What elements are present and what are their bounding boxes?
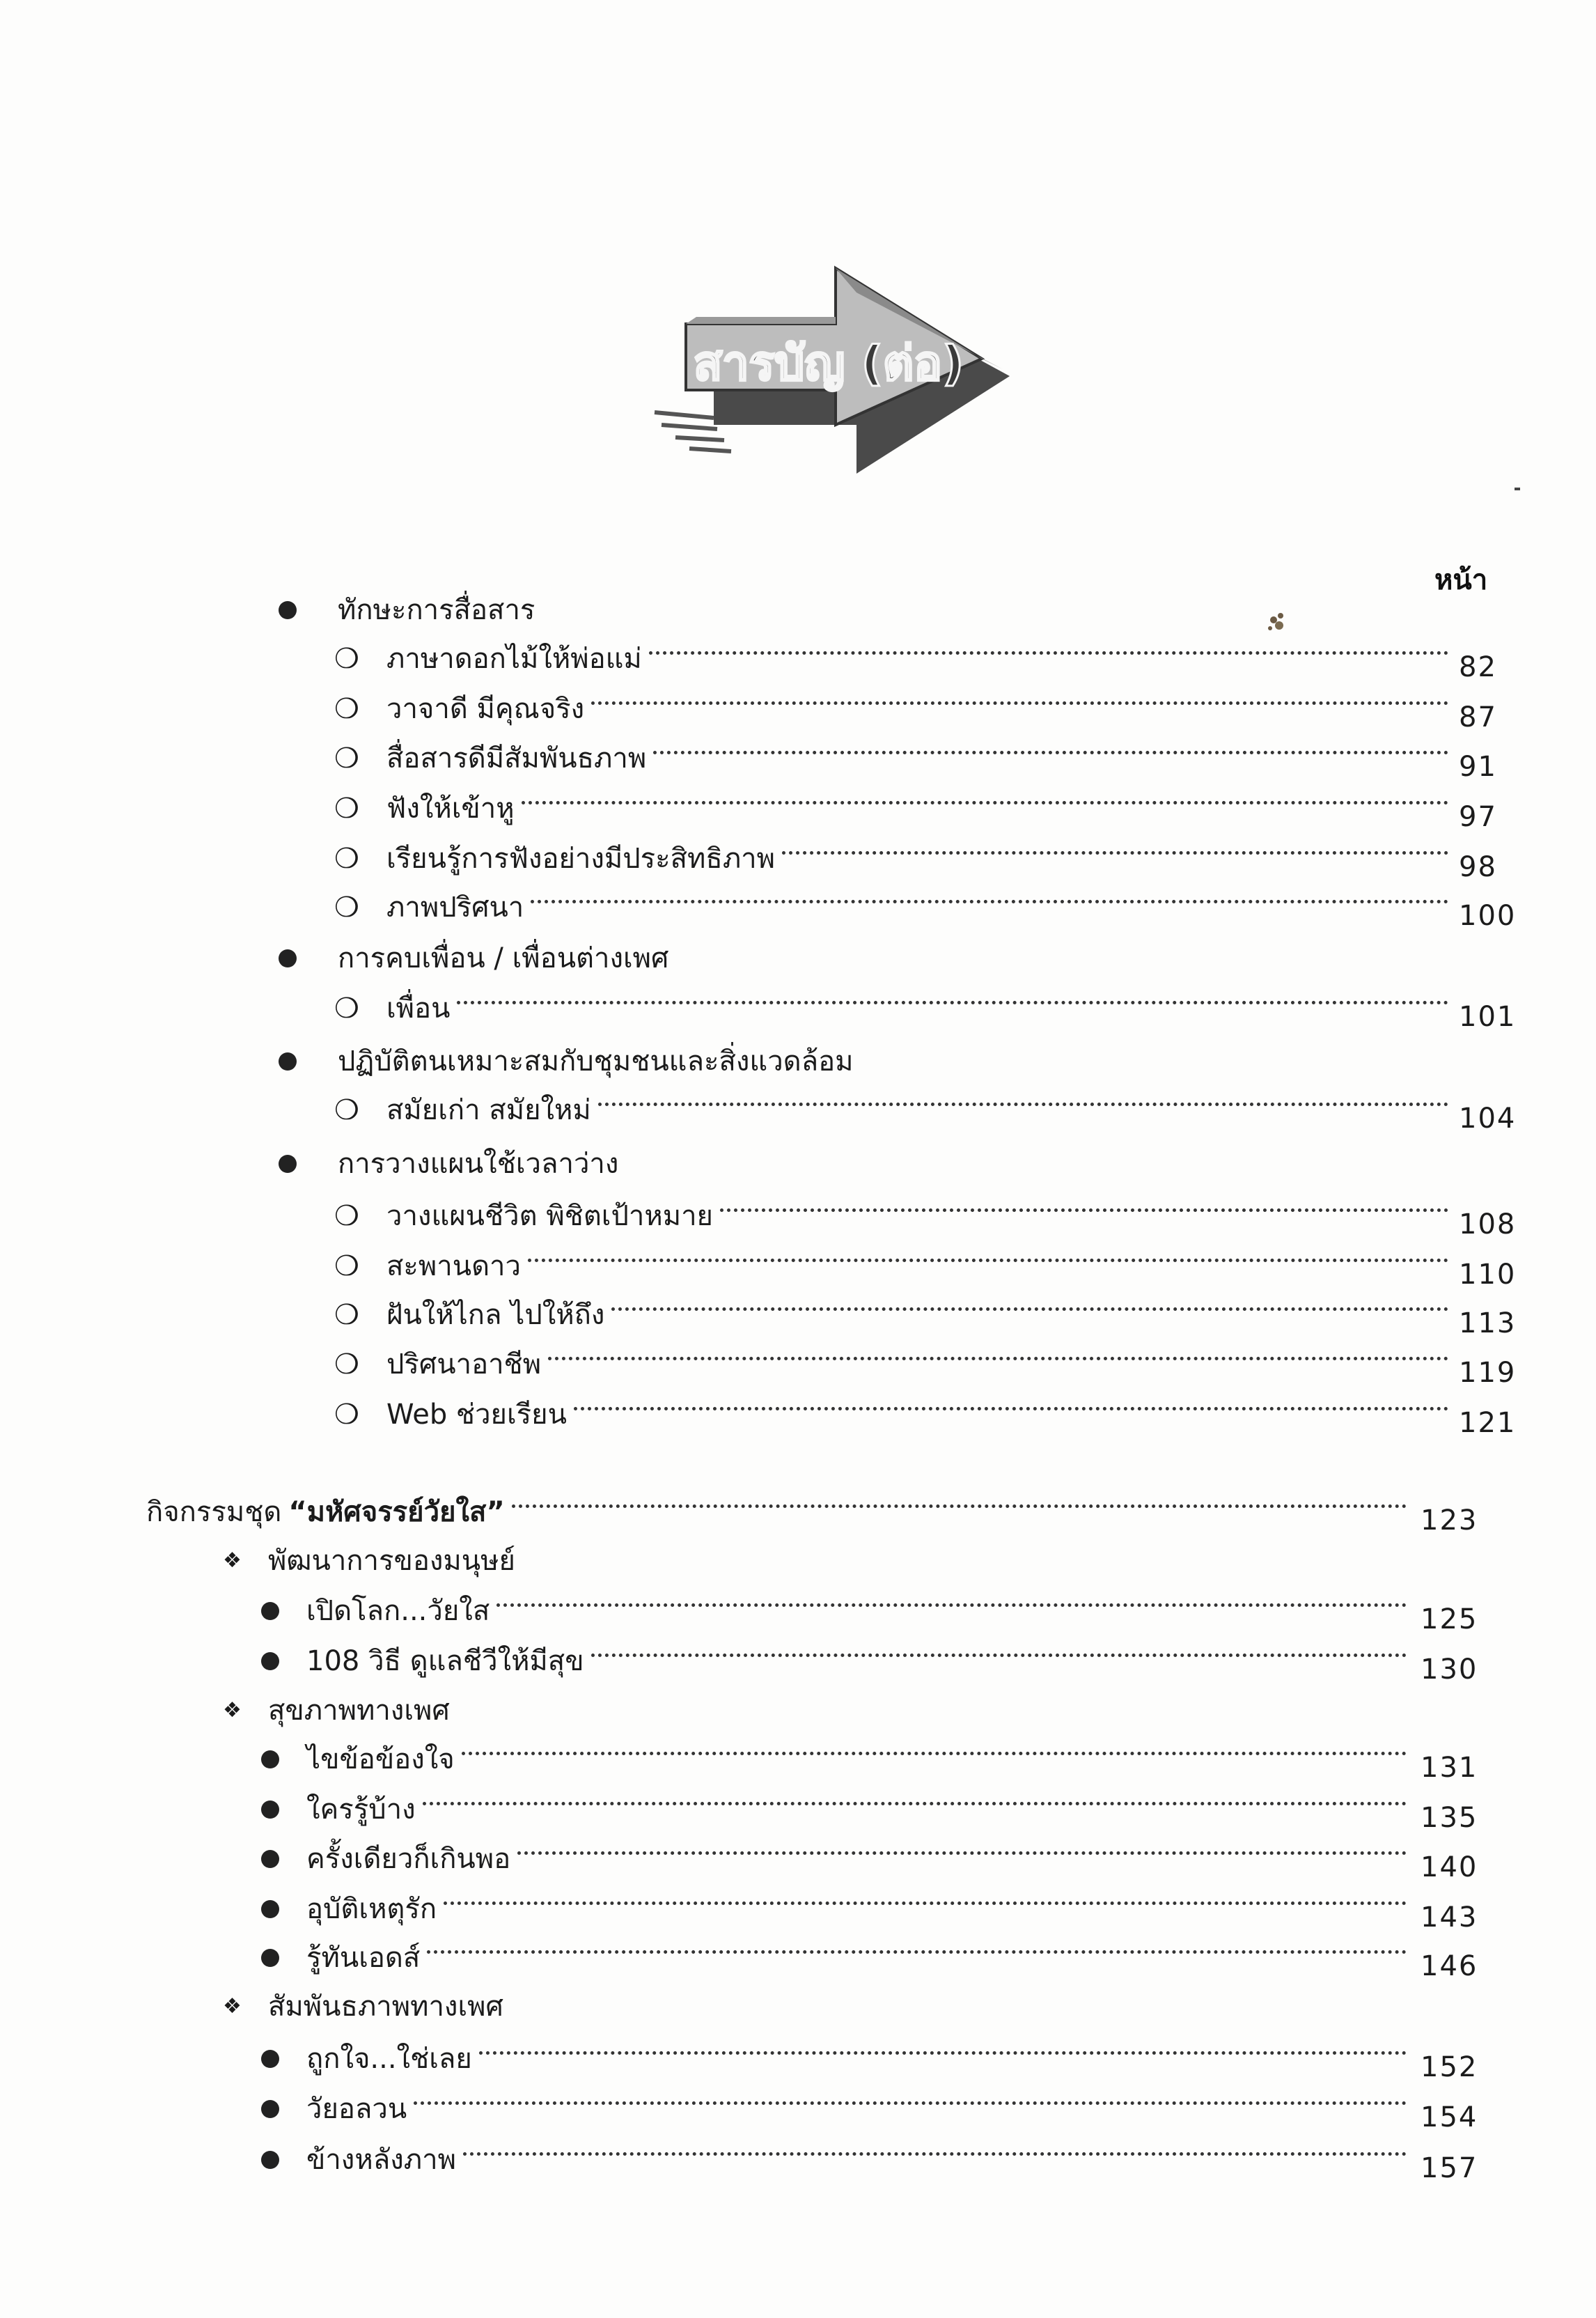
entry-title-container — [306, 1788, 1407, 1831]
page-number: 97 — [1459, 801, 1497, 833]
page-number: 91 — [1459, 751, 1497, 783]
toc-entry — [0, 1788, 1596, 1834]
filled-bullet-icon — [261, 1652, 279, 1670]
open-circle-icon: ❍ — [334, 793, 359, 825]
toc-entry — [0, 1837, 1596, 1881]
toc-entry — [0, 2087, 1596, 2131]
entry-title-container — [386, 837, 1448, 880]
dot-leader — [414, 2101, 1407, 2105]
toc-entry — [0, 1738, 1596, 1784]
entry-title-container — [306, 1837, 1407, 1881]
dot-leader — [531, 900, 1448, 903]
arrow-banner-graphic — [648, 251, 1038, 474]
page-number: 104 — [1459, 1103, 1517, 1135]
entry-title: ปริศนาอาชีพ — [386, 1348, 542, 1380]
filled-bullet-icon — [279, 949, 297, 967]
entry-title: ภาพปริศนา — [386, 892, 524, 924]
entry-title-container — [386, 1089, 1448, 1132]
entry-title-container — [306, 1589, 1407, 1633]
page-number: 154 — [1421, 2101, 1478, 2133]
entry-title: ใครรู้บ้าง — [306, 1794, 416, 1826]
toc-entry — [0, 1040, 1596, 1083]
toc-entry — [0, 1089, 1596, 1135]
entry-title: เรียนรู้การฟังอย่างมีประสิทธิภาพ — [386, 843, 776, 875]
scan-mark — [1515, 488, 1520, 490]
entry-title: สะพานดาว — [386, 1250, 521, 1282]
entry-title: ข้างหลังภาพ — [306, 2144, 456, 2176]
page-number: 146 — [1421, 1950, 1478, 1982]
dot-leader — [479, 2051, 1407, 2055]
open-circle-icon: ❍ — [334, 1299, 359, 1331]
page-number: 152 — [1421, 2051, 1478, 2083]
open-circle-icon: ❍ — [334, 1348, 359, 1380]
toc-entry — [0, 1245, 1596, 1291]
entry-title-container — [338, 1040, 1448, 1083]
entry-title-container — [306, 2138, 1407, 2181]
entry-title-container — [338, 589, 1448, 632]
open-circle-icon: ❍ — [334, 892, 359, 924]
toc-entry — [0, 787, 1596, 833]
dot-leader — [782, 851, 1448, 855]
page-number: 135 — [1421, 1802, 1478, 1834]
filled-bullet-icon — [261, 1750, 279, 1768]
entry-title: การคบเพื่อน / เพื่อนต่างเพศ — [338, 942, 669, 974]
page-number: 125 — [1421, 1603, 1478, 1635]
toc-entry — [0, 1491, 1596, 1537]
section-title: “มหัศจรรย์วัยใส” — [288, 1496, 505, 1528]
page-number: 123 — [1421, 1504, 1478, 1537]
page-number: 98 — [1459, 851, 1497, 883]
entry-title: วัยอลวน — [306, 2093, 407, 2125]
entry-title-container — [386, 1195, 1448, 1238]
section-prefix: กิจกรรมชุด — [146, 1496, 282, 1528]
filled-bullet-icon — [279, 1052, 297, 1071]
toc-entry — [0, 1936, 1596, 1982]
entry-title-container — [386, 1293, 1448, 1337]
entry-title-container — [386, 1393, 1448, 1436]
page-number: 100 — [1459, 900, 1517, 932]
page-number: 143 — [1421, 1901, 1478, 1934]
filled-bullet-icon — [261, 1602, 279, 1620]
toc-entry — [0, 1888, 1596, 1934]
entry-title-container — [306, 1640, 1407, 1683]
open-circle-icon: ❍ — [334, 993, 359, 1025]
entry-title: สุขภาพทางเพศ — [268, 1695, 450, 1727]
entry-title: ครั้งเดียวก็เกินพอ — [306, 1843, 511, 1875]
page-number: 157 — [1421, 2152, 1478, 2184]
entry-title: พัฒนาการของมนุษย์ — [268, 1545, 515, 1577]
entry-title-container — [386, 1343, 1448, 1386]
entry-title-container — [306, 1888, 1407, 1931]
entry-title-container — [306, 1936, 1407, 1979]
toc-entry — [0, 1195, 1596, 1238]
entry-title: สัมพันธภาพทางเพศ — [268, 1991, 503, 2023]
entry-title-container — [268, 1689, 457, 1732]
toc-entry — [0, 1343, 1596, 1389]
entry-title: รู้ทันเอดส์ — [306, 1942, 421, 1974]
dot-leader — [496, 1603, 1407, 1607]
toc-entry — [0, 687, 1596, 731]
open-circle-icon: ❍ — [334, 1250, 359, 1282]
dot-leader — [427, 1950, 1407, 1954]
entry-title: ทักษะการสื่อสาร — [338, 594, 535, 626]
page-number: 113 — [1459, 1307, 1517, 1339]
open-circle-icon: ❍ — [334, 643, 359, 675]
toc-entry — [0, 2037, 1596, 2083]
dot-leader — [653, 751, 1448, 754]
dot-leader — [598, 1103, 1448, 1106]
entry-title-container — [386, 886, 1448, 929]
entry-title: การวางแผนใช้เวลาว่าง — [338, 1148, 619, 1180]
toc-entry — [0, 2138, 1596, 2184]
dot-leader — [720, 1208, 1448, 1212]
entry-title: วางแผนชีวิต พิชิตเป้าหมาย — [386, 1200, 713, 1232]
entry-title-container — [306, 2037, 1407, 2080]
entry-title-container — [386, 1245, 1448, 1288]
entry-title: ไขข้อข้องใจ — [306, 1743, 455, 1775]
toc-entry — [0, 1689, 1596, 1732]
page-number: 140 — [1421, 1851, 1478, 1883]
entry-title-container — [386, 737, 1448, 780]
dot-leader — [423, 1802, 1407, 1805]
diamond-bullet-icon: ❖ — [223, 1698, 242, 1722]
page-number: 121 — [1459, 1407, 1517, 1439]
open-circle-icon: ❍ — [334, 843, 359, 875]
entry-title: วาจาดี มีคุณจริง — [386, 693, 585, 725]
entry-title-container — [146, 1491, 1407, 1534]
page-number: 101 — [1459, 1001, 1517, 1033]
filled-bullet-icon — [261, 1800, 279, 1819]
dot-leader — [444, 1901, 1407, 1905]
entry-title-container — [306, 2087, 1407, 2131]
toc-entry — [0, 1640, 1596, 1686]
dot-leader — [517, 1851, 1407, 1855]
toc-entry — [0, 1142, 1596, 1185]
entry-title-container — [386, 987, 1448, 1030]
entry-title: สื่อสารดีมีสัมพันธภาพ — [386, 742, 647, 775]
dot-leader — [591, 1654, 1407, 1657]
entry-title: เปิดโลก...วัยใส — [306, 1595, 490, 1627]
banner-title: สารบัญ (ต่อ) — [693, 336, 964, 391]
page-number: 110 — [1459, 1259, 1517, 1291]
entry-title-container — [386, 787, 1448, 830]
filled-bullet-icon — [261, 2151, 279, 2169]
entry-title: สมัยเก่า สมัยใหม่ — [386, 1094, 591, 1126]
entry-title: เพื่อน — [386, 993, 451, 1025]
filled-bullet-icon — [261, 1949, 279, 1967]
dot-leader — [457, 1001, 1448, 1004]
toc-entry — [0, 1293, 1596, 1337]
dot-leader — [528, 1259, 1448, 1262]
entry-title: ถูกใจ...ใช่เลย — [306, 2043, 472, 2075]
toc-entry — [0, 637, 1596, 683]
entry-title: Web ช่วยเรียน — [386, 1399, 567, 1431]
diamond-bullet-icon: ❖ — [223, 1548, 242, 1573]
filled-bullet-icon — [261, 2100, 279, 2118]
filled-bullet-icon — [261, 1900, 279, 1918]
page-number: 119 — [1459, 1357, 1517, 1389]
open-circle-icon: ❍ — [334, 742, 359, 775]
page-number: 82 — [1459, 651, 1497, 683]
entry-title-container — [338, 1142, 1448, 1185]
dot-leader — [512, 1504, 1407, 1508]
entry-title-container — [386, 687, 1448, 731]
page-number: 87 — [1459, 701, 1497, 733]
page-number: 108 — [1459, 1208, 1517, 1240]
entry-title: ฟังให้เข้าหู — [386, 793, 515, 825]
dot-leader — [591, 701, 1448, 705]
dot-leader — [649, 651, 1448, 655]
dot-leader — [574, 1407, 1448, 1410]
open-circle-icon: ❍ — [334, 1200, 359, 1232]
filled-bullet-icon — [261, 1850, 279, 1868]
page-number: 131 — [1421, 1752, 1478, 1784]
dot-leader — [611, 1307, 1448, 1311]
toc-entry — [0, 1985, 1596, 2028]
page-number: 130 — [1421, 1654, 1478, 1686]
page-column-header: หน้า — [1434, 564, 1488, 596]
dot-leader — [463, 2152, 1407, 2156]
toc-entry — [0, 886, 1596, 932]
toc-entry — [0, 737, 1596, 783]
toc-entry — [0, 589, 1596, 632]
dot-leader — [522, 801, 1448, 804]
entry-title-container — [306, 1738, 1407, 1781]
contents-banner — [648, 251, 1038, 474]
filled-bullet-icon — [279, 601, 297, 619]
entry-title-container — [386, 637, 1448, 680]
toc-entry — [0, 1589, 1596, 1633]
entry-title: ภาษาดอกไม้ให้พ่อแม่ — [386, 643, 642, 675]
entry-title: ฝันให้ไกล ไปให้ถึง — [386, 1299, 605, 1331]
filled-bullet-icon — [261, 2050, 279, 2068]
filled-bullet-icon — [279, 1155, 297, 1173]
entry-title: ปฏิบัติตนเหมาะสมกับชุมชนและสิ่งแวดล้อม — [338, 1045, 854, 1078]
toc-entry — [0, 937, 1596, 980]
entry-title-container — [268, 1539, 522, 1582]
entry-title-container — [268, 1985, 510, 2028]
open-circle-icon: ❍ — [334, 1094, 359, 1126]
dot-leader — [548, 1357, 1448, 1360]
entry-title: 108 วิธี ดูแลชีวีให้มีสุข — [306, 1645, 584, 1677]
open-circle-icon: ❍ — [334, 693, 359, 725]
dot-leader — [462, 1752, 1407, 1755]
entry-title: อุบัติเหตุรัก — [306, 1893, 437, 1925]
diamond-bullet-icon: ❖ — [223, 1994, 242, 2018]
toc-entry — [0, 837, 1596, 883]
open-circle-icon: ❍ — [334, 1399, 359, 1431]
toc-entry — [0, 1539, 1596, 1582]
toc-entry — [0, 1393, 1596, 1439]
toc-entry — [0, 987, 1596, 1033]
entry-title-container — [338, 937, 1448, 980]
